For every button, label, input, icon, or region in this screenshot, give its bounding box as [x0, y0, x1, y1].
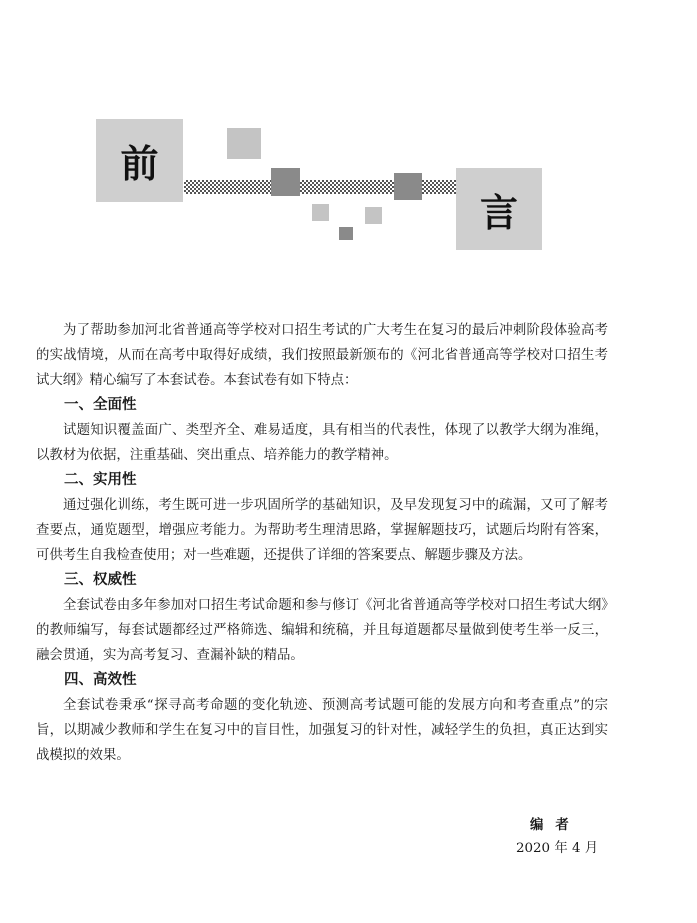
decor-square: [339, 227, 353, 240]
title-box-left: [96, 119, 183, 202]
section-paragraph: 通过强化训练，考生既可进一步巩固所学的基础知识，及早发现复习中的疏漏，又可了解考查要点，通览题型，增强应考能力。为帮助考生理清思路，掌握解题技巧，试题后均附有答案，可供考生自我检查使用；对一些难题，还提供了详细的答案要点、解题步骤及方法。: [36, 498, 608, 563]
title-char-right: 言: [479, 190, 518, 235]
decor-square: [312, 204, 329, 221]
decor-square: [271, 168, 300, 196]
title-char-left: 前: [120, 142, 159, 186]
section-heading: 一、全面性: [64, 397, 137, 413]
section-paragraph: 全套试卷秉承“探寻高考命题的变化轨迹、预测高考试题可能的发展方向和考查重点”的宗旨，以期减少教师和学生在复习中的盲目性，加强复习的针对性，减轻学生的负担，真正达到实战模拟的效果。: [36, 698, 608, 763]
signature-editor: 编者: [530, 817, 581, 833]
section-paragraph: 全套试卷由多年参加对口招生考试命题和参与修订《河北省普通高等学校对口招生考试大纲》的教师编写，每套试题都经过严格筛选、编辑和统稿，并且每道题都尽量做到使考生举一反三，融会贯通，实为高考复习、查漏补缺的精品。: [36, 598, 608, 663]
decor-square: [365, 207, 382, 224]
intro-paragraph: 为了帮助参加河北省普通高等学校对口招生考试的广大考生在复习的最后冲刺阶段体验高考的实战情境，从而在高考中取得好成绩，我们按照最新颁布的《河北省普通高等学校对口招生考试大纲》精心编写了本套试卷。本套试卷有如下特点：: [36, 323, 608, 388]
section-heading: 四、高效性: [64, 672, 137, 688]
section-heading: 三、权威性: [64, 572, 137, 588]
signature-date: 2020 年 4 月: [516, 841, 599, 856]
preface-header: [0, 0, 697, 280]
decor-square: [394, 173, 422, 200]
preface-body: [36, 318, 608, 768]
title-box-right: [456, 168, 542, 250]
decor-square: [227, 128, 261, 159]
section-heading: 二、实用性: [64, 472, 137, 488]
section-paragraph: 试题知识覆盖面广、类型齐全、难易适度，具有相当的代表性，体现了以教学大纲为准绳，以教材为依据，注重基础、突出重点、培养能力的教学精神。: [36, 423, 608, 463]
